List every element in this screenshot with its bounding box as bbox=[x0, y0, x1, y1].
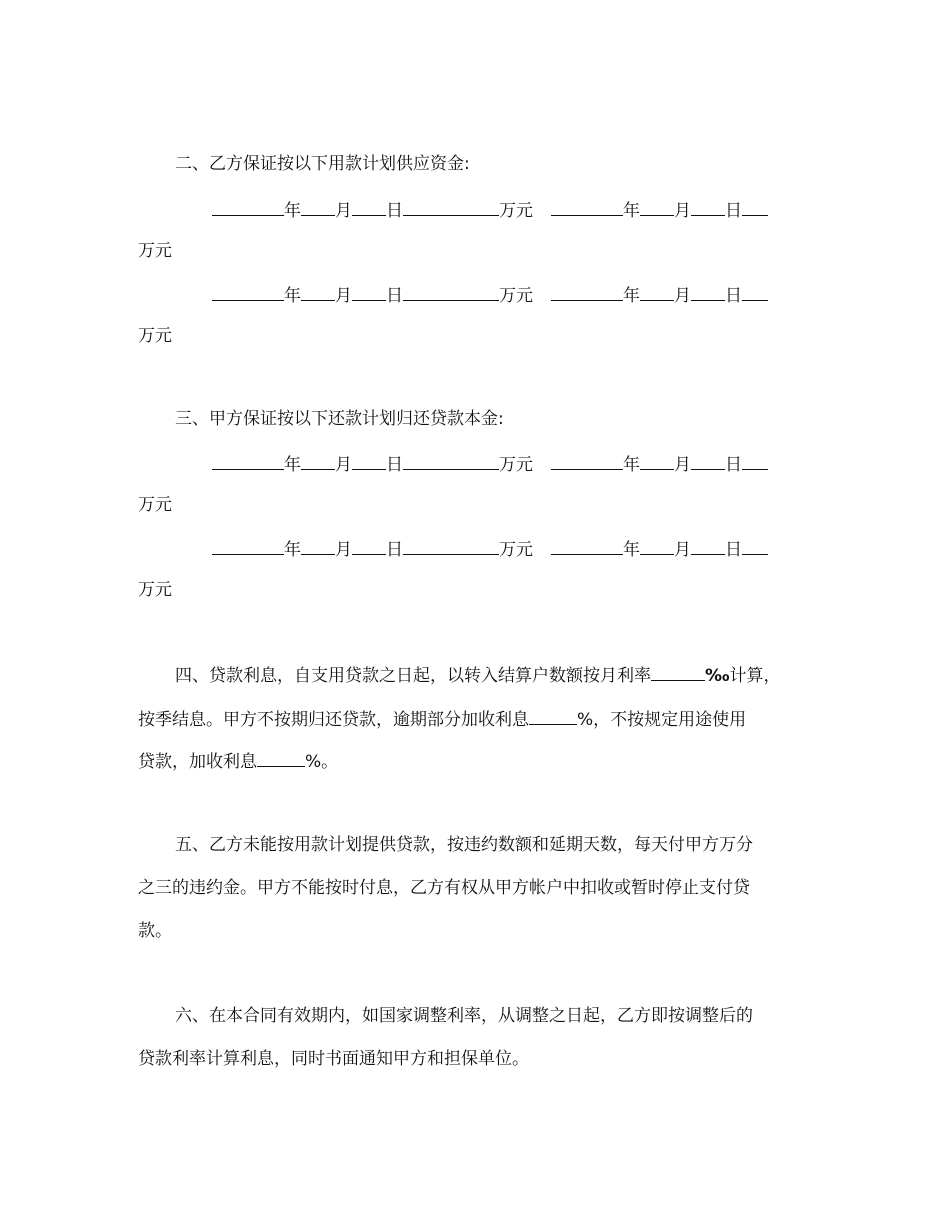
blank-field bbox=[352, 197, 386, 216]
blank-field bbox=[301, 197, 335, 216]
blank-field bbox=[352, 282, 386, 301]
blank-field bbox=[640, 451, 674, 470]
section-3-title: 三、甲方保证按以下还款计划归还贷款本金: bbox=[175, 409, 504, 429]
blank-field bbox=[529, 706, 577, 725]
section-6-line-1: 六、在本合同有效期内，如国家调整利率，从调整之日起，乙方即按调整后的 bbox=[175, 1006, 753, 1026]
blank-field bbox=[742, 197, 768, 216]
blank-field bbox=[640, 536, 674, 555]
schedule-row: 年 月 日 万元 年 月 日 bbox=[212, 282, 768, 307]
blank-field bbox=[691, 282, 725, 301]
blank-field bbox=[651, 662, 705, 681]
blank-field bbox=[352, 536, 386, 555]
blank-field bbox=[403, 282, 499, 301]
wrap-unit: 万元 bbox=[138, 495, 172, 515]
blank-field bbox=[640, 282, 674, 301]
section-5-line-2: 之三的违约金。甲方不能按时付息，乙方有权从甲方帐户中扣收或暂时停止支付贷 bbox=[138, 878, 750, 898]
blank-field bbox=[742, 536, 768, 555]
blank-field bbox=[212, 197, 284, 216]
blank-field bbox=[212, 536, 284, 555]
blank-field bbox=[742, 282, 768, 301]
section-4-line-2: 按季结息。甲方不按期归还贷款，逾期部分加收利息 %，不按规定用途使用 bbox=[138, 706, 746, 731]
section-4-line-3: 贷款，加收利息 %。 bbox=[138, 748, 338, 773]
blank-field bbox=[551, 197, 623, 216]
blank-field bbox=[212, 282, 284, 301]
blank-field bbox=[551, 451, 623, 470]
blank-field bbox=[691, 197, 725, 216]
blank-field bbox=[257, 748, 305, 767]
wrap-unit: 万元 bbox=[138, 580, 172, 600]
section-5-line-1: 五、乙方未能按用款计划提供贷款，按违约数额和延期天数，每天付甲方万分 bbox=[175, 835, 753, 855]
section-4-line-1: 四、贷款利息，自支用贷款之日起，以转入结算户数额按月利率 ‰计算， bbox=[175, 662, 780, 687]
blank-field bbox=[352, 451, 386, 470]
blank-field bbox=[301, 282, 335, 301]
blank-field bbox=[551, 282, 623, 301]
blank-field bbox=[212, 451, 284, 470]
schedule-row: 年 月 日 万元 年 月 日 bbox=[212, 197, 768, 222]
blank-field bbox=[742, 451, 768, 470]
blank-field bbox=[403, 197, 499, 216]
section-5-line-3: 款。 bbox=[138, 921, 172, 941]
wrap-unit: 万元 bbox=[138, 326, 172, 346]
blank-field bbox=[640, 197, 674, 216]
blank-field bbox=[403, 451, 499, 470]
wrap-unit: 万元 bbox=[138, 241, 172, 261]
schedule-row: 年 月 日 万元 年 月 日 bbox=[212, 451, 768, 476]
blank-field bbox=[691, 451, 725, 470]
blank-field bbox=[551, 536, 623, 555]
section-6-line-2: 贷款利率计算利息，同时书面通知甲方和担保单位。 bbox=[138, 1049, 529, 1069]
blank-field bbox=[301, 451, 335, 470]
blank-field bbox=[403, 536, 499, 555]
blank-field bbox=[301, 536, 335, 555]
blank-field bbox=[691, 536, 725, 555]
schedule-row: 年 月 日 万元 年 月 日 bbox=[212, 536, 768, 561]
section-2-title: 二、乙方保证按以下用款计划供应资金: bbox=[175, 154, 470, 174]
